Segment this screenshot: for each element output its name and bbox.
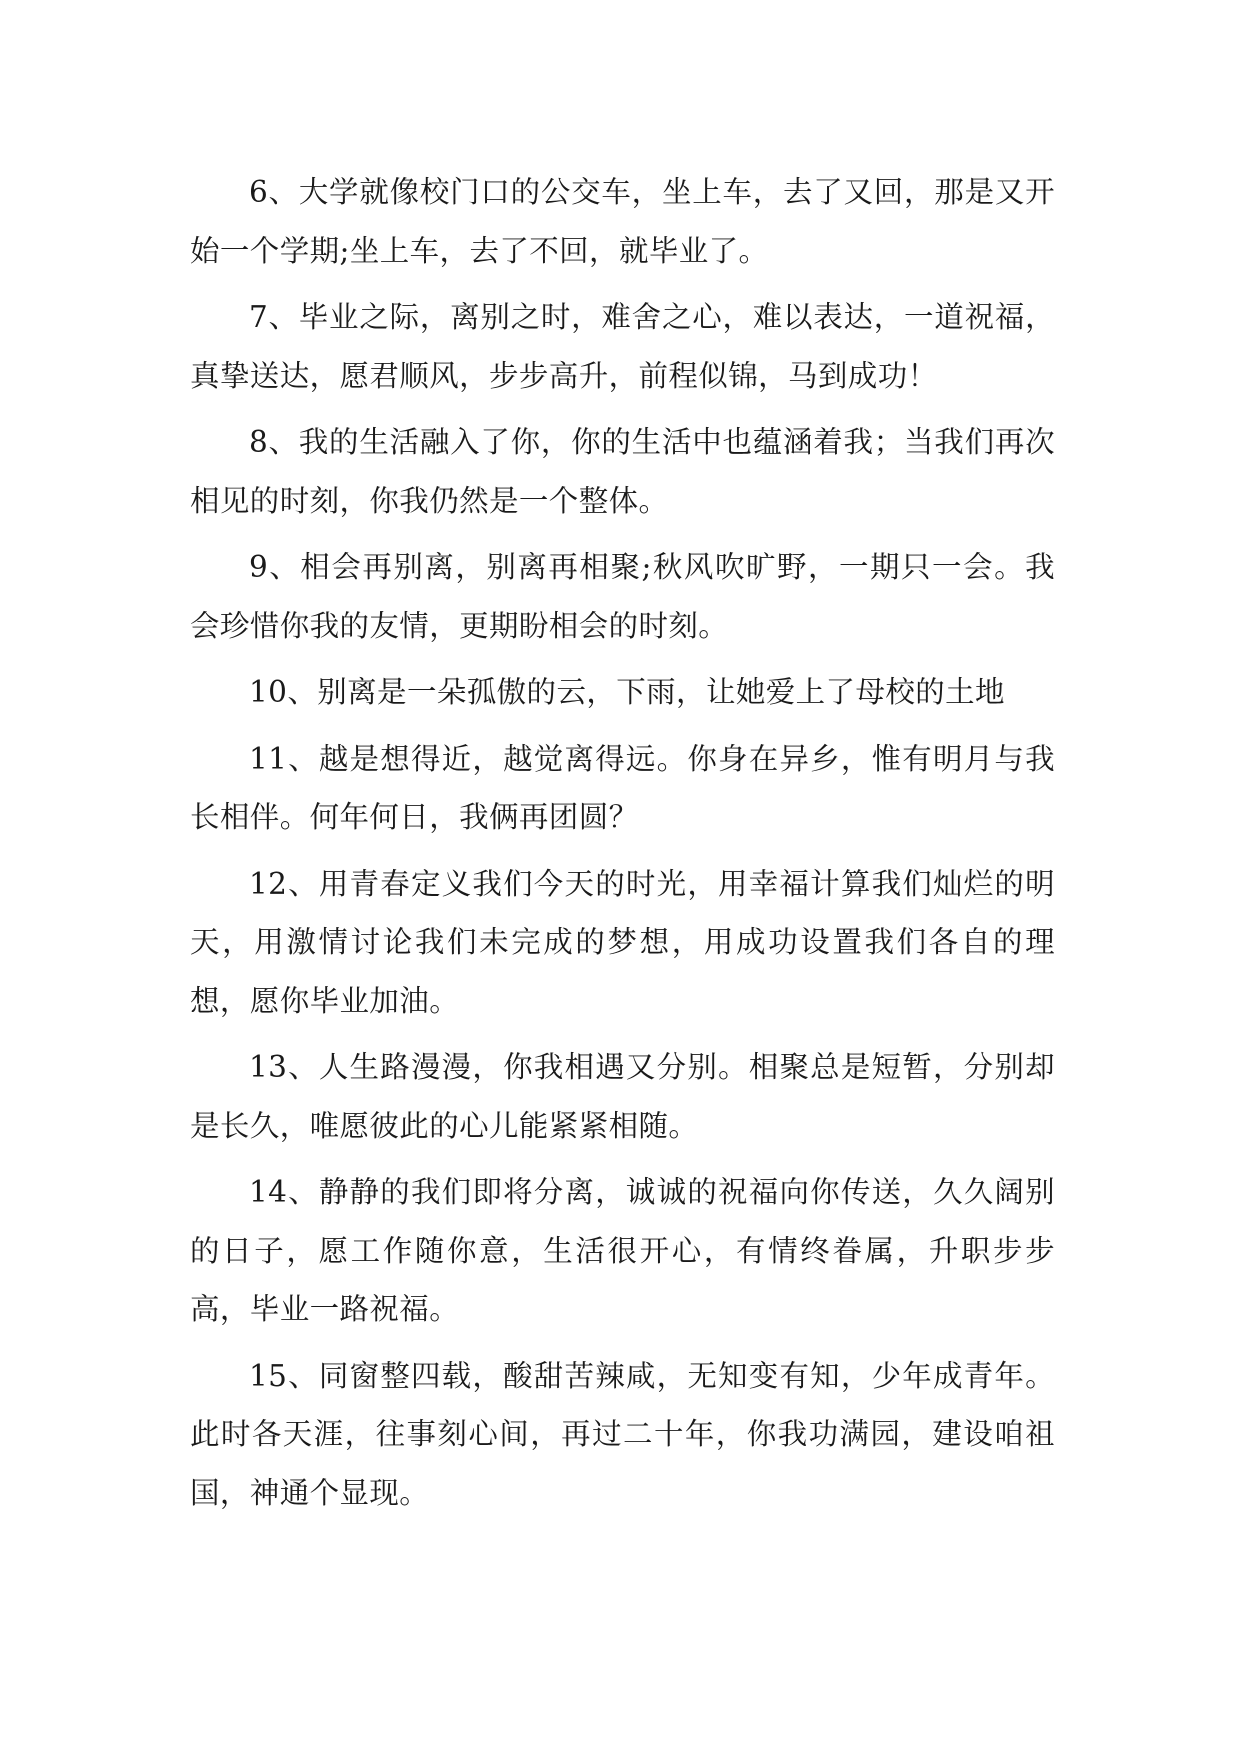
document-body — [190, 163, 1055, 1530]
paragraph-14: 14、静静的我们即将分离，诚诚的祝福向你传送，久久阔别的日子，愿工作随你意，生活很开心，有情终眷属，升职步步高，毕业一路祝福。 — [190, 1175, 1055, 1326]
paragraph-10: 10、别离是一朵孤傲的云，下雨，让她爱上了母校的土地 — [249, 675, 1005, 709]
paragraph-6: 6、大学就像校门口的公交车，坐上车，去了又回，那是又开始一个学期;坐上车，去了不回，就毕业了。 — [190, 175, 1055, 268]
paragraph-7: 7、毕业之际，离别之时，难舍之心，难以表达，一道祝福，真挚送达，愿君顺风，步步高升，前程似锦，马到成功！ — [190, 300, 1055, 393]
paragraph-15: 15、同窗整四载，酸甜苦辣咸，无知变有知，少年成青年。此时各天涯，往事刻心间，再过二十年，你我功满园，建设咱祖国，神通个显现。 — [190, 1358, 1055, 1510]
paragraph-13: 13、人生路漫漫，你我相遇又分别。相聚总是短暂，分别却是长久，唯愿彼此的心儿能紧紧相随。 — [190, 1050, 1055, 1143]
paragraph-9: 9、相会再别离，别离再相聚;秋风吹旷野，一期只一会。我会珍惜你我的友情，更期盼相会的时刻。 — [190, 550, 1055, 643]
paragraph-11: 11、越是想得近，越觉离得远。你身在异乡，惟有明月与我长相伴。何年何日，我俩再团圆？ — [190, 741, 1055, 834]
paragraph-8: 8、我的生活融入了你，你的生活中也蕴涵着我；当我们再次相见的时刻，你我仍然是一个整体。 — [190, 425, 1055, 518]
paragraph-12: 12、用青春定义我们今天的时光，用幸福计算我们灿烂的明天，用激情讨论我们未完成的梦想，用成功设置我们各自的理想，愿你毕业加油。 — [190, 866, 1055, 1018]
